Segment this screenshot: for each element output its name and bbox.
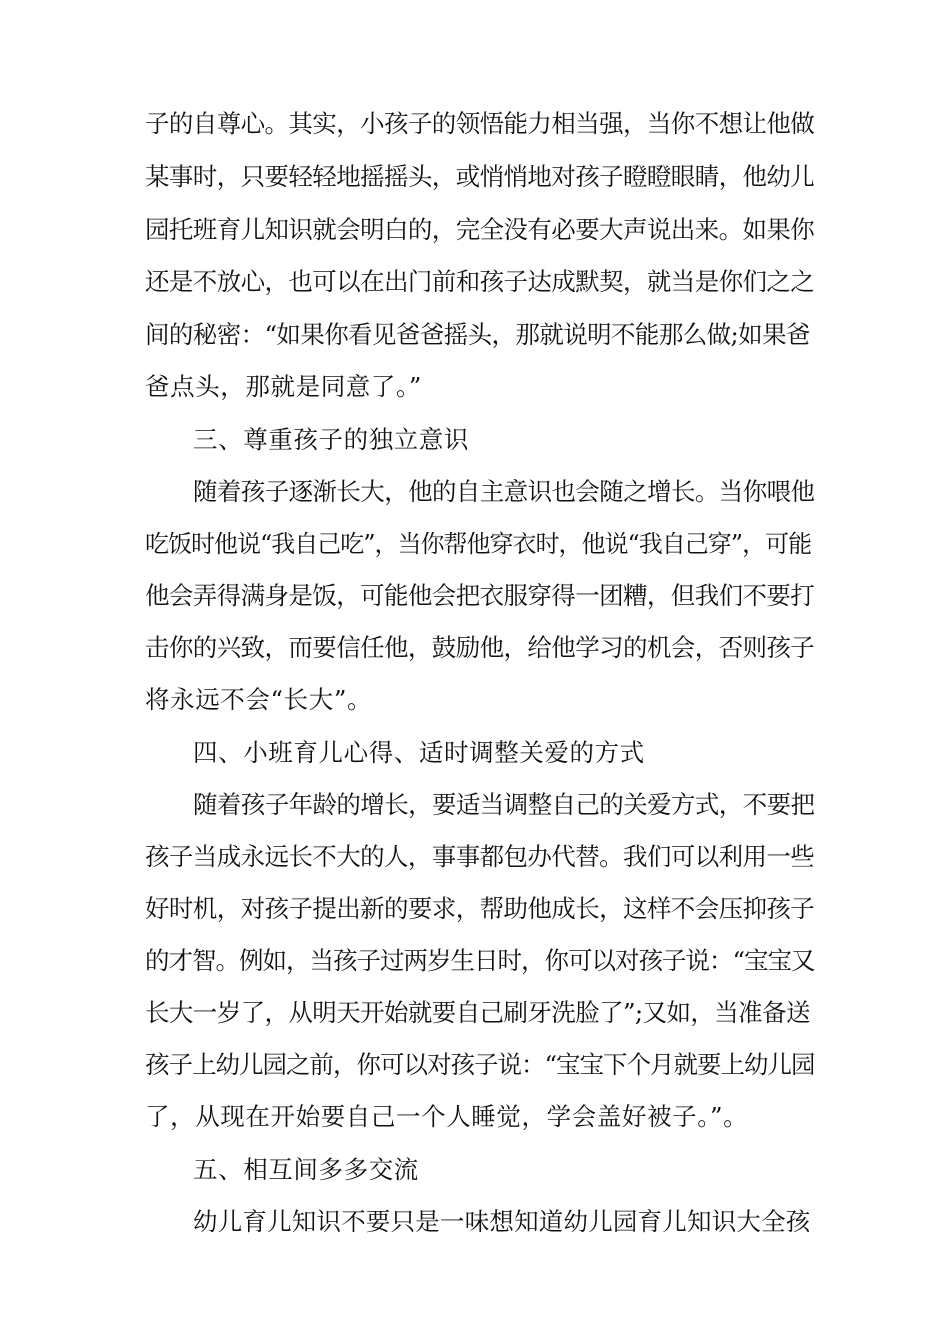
text-line: 某事时，只要轻轻地摇摇头，或悄悄地对孩子瞪瞪眼睛，他幼儿 [145, 162, 815, 191]
text-line: 将永远不会“长大”。 [145, 685, 373, 714]
text-line: 园托班育儿知识就会明白的，完全没有必要大声说出来。如果你 [145, 215, 815, 244]
text-line: 好时机，对孩子提出新的要求，帮助他成长，这样不会压抑孩子 [145, 894, 815, 923]
text-line: 爸点头，那就是同意了。” [145, 372, 422, 401]
text-line: 孩子当成永远长不大的人，事事都包办代替。我们可以利用一些 [145, 842, 815, 871]
text-line: 的才智。例如，当孩子过两岁生日时，你可以对孩子说：“宝宝又 [145, 946, 815, 975]
text-line: 孩子上幼儿园之前，你可以对孩子说：“宝宝下个月就要上幼儿园 [145, 1050, 815, 1079]
text-line: 随着孩子年龄的增长，要适当调整自己的关爱方式，不要把 [193, 790, 815, 819]
section-heading: 五、相互间多多交流 [193, 1155, 419, 1184]
text-line: 随着孩子逐渐长大，他的自主意识也会随之增长。当你喂他 [193, 477, 815, 506]
text-line: 击你的兴致，而要信任他，鼓励他，给他学习的机会，否则孩子 [145, 633, 815, 662]
text-line: 他会弄得满身是饭，可能他会把衣服穿得一团糟，但我们不要打 [145, 581, 815, 610]
text-line: 幼儿育儿知识不要只是一味想知道幼儿园育儿知识大全孩 [193, 1207, 811, 1236]
text-line: 了，从现在开始要自己一个人睡觉，学会盖好被子。”。 [145, 1102, 749, 1131]
text-line: 间的秘密：“如果你看见爸爸摇头，那就说明不能那么做;如果爸 [145, 320, 810, 349]
text-line: 子的自尊心。其实，小孩子的领悟能力相当强，当你不想让他做 [145, 109, 815, 138]
text-line: 还是不放心，也可以在出门前和孩子达成默契，就当是你们之之 [145, 267, 815, 296]
section-heading: 三、尊重孩子的独立意识 [193, 425, 470, 454]
text-line: 长大一岁了，从明天开始就要自己刷牙洗脸了”;又如，当准备送 [145, 998, 810, 1027]
section-heading: 四、小班育儿心得、适时调整关爱的方式 [193, 738, 645, 767]
text-line: 吃饭时他说“我自己吃”，当你帮他穿衣时，他说“我自己穿”，可能 [145, 530, 812, 558]
